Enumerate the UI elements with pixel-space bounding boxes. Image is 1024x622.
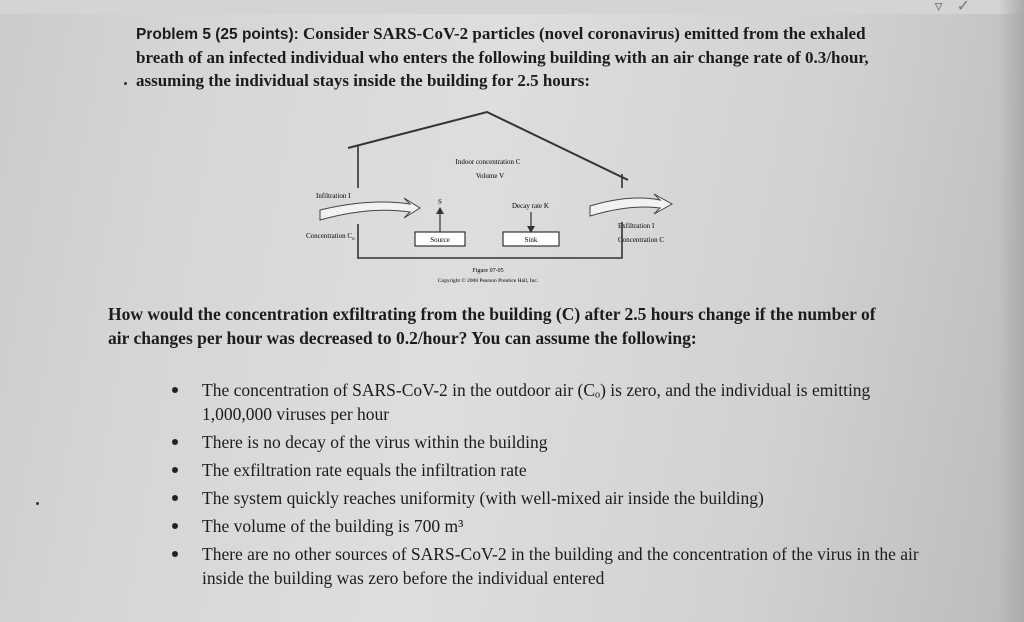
problem-statement (136, 22, 876, 92)
corner-icons (935, 0, 984, 15)
problem-label: Problem 5 (25 points): (136, 26, 299, 43)
bullet-icon (172, 439, 178, 445)
exfiltration-concentration-label: Concentration C (618, 236, 665, 244)
bullet-icon (172, 551, 178, 557)
assumption-text: The volume of the building is 700 m³ (202, 516, 464, 536)
bullet-icon (172, 467, 178, 473)
decay-rate-label: Decay rate K (512, 202, 549, 210)
assumption-item (168, 430, 928, 454)
infiltration-arrow (320, 198, 420, 220)
bullet-icon (172, 495, 178, 501)
bullet-icon (172, 387, 178, 393)
problem-text: Consider SARS-CoV-2 particles (novel coronavirus) emitted from the exhaled breath of an infected individual who enters the following building with an air change rate of 0.3/hour, assuming the individual stays inside the building for 2.5 hours: (136, 24, 869, 90)
volume-label: Volume V (475, 172, 505, 180)
assumption-item (168, 542, 928, 590)
assumption-item (168, 378, 928, 426)
exfiltration-label: Exfiltration I (618, 222, 655, 230)
roof-line (348, 112, 628, 180)
indoor-concentration-label: Indoor concentration C (455, 158, 521, 166)
sink-box-label: Sink (524, 236, 538, 244)
assumption-text: The system quickly reaches uniformity (with well-mixed air inside the building) (202, 488, 764, 508)
bookmark-icon: ▿ (934, 0, 957, 15)
assumption-text: The exfiltration rate equals the infiltration rate (202, 460, 527, 480)
page-top-edge (0, 0, 1024, 14)
assumption-item (168, 514, 928, 538)
margin-dot (36, 502, 39, 505)
building-diagram (300, 108, 700, 288)
assumption-text: There is no decay of the virus within the building (202, 432, 548, 452)
assumption-list (168, 378, 928, 594)
source-arrowhead (436, 207, 444, 214)
figure-copyright: Copyright © 2008 Pearson Prentice Hall, Inc. (437, 278, 539, 284)
source-box-label: Source (430, 236, 450, 244)
assumption-item (168, 486, 928, 510)
house-floor (358, 222, 622, 258)
page-right-shadow (998, 0, 1024, 622)
check-icon: ✓ (956, 0, 984, 15)
assumption-text: The concentration of SARS-CoV-2 in the outdoor air (Cₒ) is zero, and the individual is emitting 1,000,000 viruses per hour (202, 380, 871, 424)
exfiltration-arrow (590, 194, 672, 216)
infiltration-label: Infiltration I (316, 192, 351, 200)
margin-dot (124, 82, 127, 85)
assumption-item (168, 458, 928, 482)
bullet-icon (172, 523, 178, 529)
building-diagram-svg (300, 108, 700, 288)
question-text: How would the concentration exfiltrating from the building (C) after 2.5 hours change if the number of air changes per hour was decreased to 0.2/hour? You can assume the following: (108, 304, 876, 348)
outdoor-concentration-label: Concentration $C_o$ (306, 232, 355, 242)
figure-caption: Figure 07-05 (472, 268, 504, 274)
source-symbol: S (438, 198, 442, 206)
assumption-text: There are no other sources of SARS-CoV-2 in the building and the concentration of the virus in the air inside the building was zero before the individual entered (202, 544, 919, 588)
